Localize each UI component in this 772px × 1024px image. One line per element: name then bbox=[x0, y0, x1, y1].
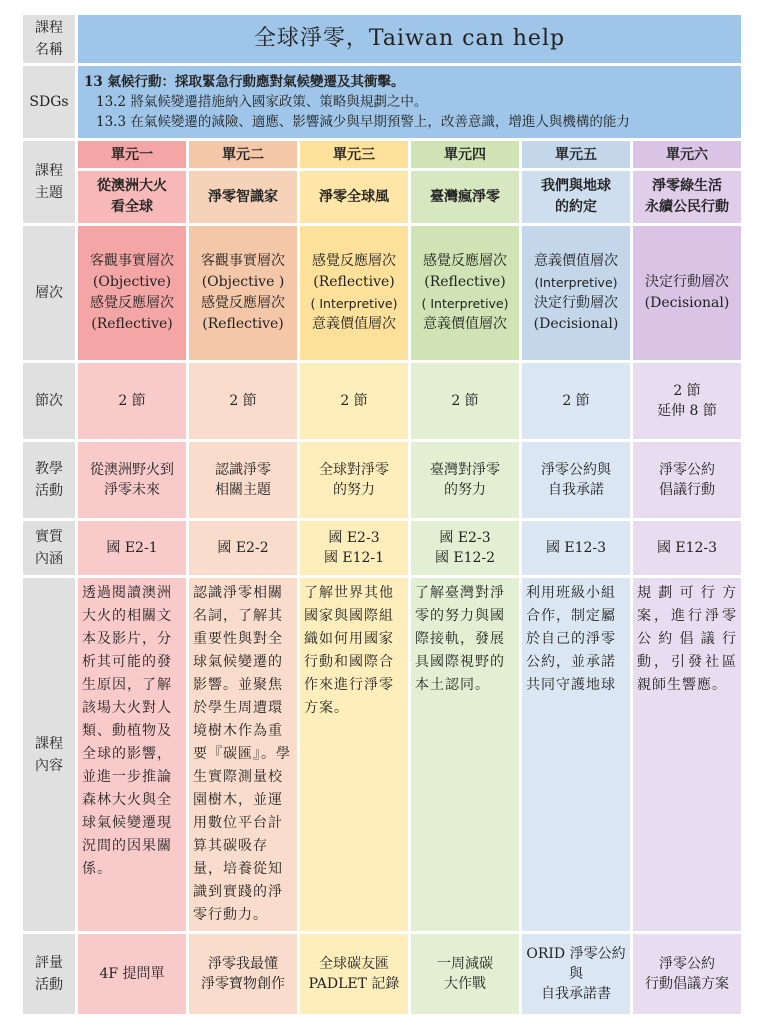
label-content: 課程 內容 bbox=[23, 578, 75, 931]
unit-3-level-line: (Reflective) bbox=[313, 274, 395, 290]
unit-6-activity: 淨零公約 倡議行動 bbox=[633, 442, 741, 518]
unit-3-topic: 淨零全球風 bbox=[300, 171, 408, 223]
label-essence: 實質 內涵 bbox=[23, 521, 75, 575]
unit-6-name: 單元六 bbox=[633, 141, 741, 168]
unit-3-level-line: 感覺反應層次 bbox=[312, 253, 396, 269]
unit-5-essence: 國 E12-3 bbox=[522, 521, 630, 575]
sdg-goal: 13 氣候行動：採取緊急行動應對氣候變遷及其衝擊。 bbox=[84, 74, 405, 90]
unit-2-level-line: 客觀事實層次 bbox=[201, 253, 285, 269]
unit-4-essence: 國 E2-3 國 E12-2 bbox=[411, 521, 519, 575]
unit-2-activity: 認識淨零 相關主題 bbox=[189, 442, 297, 518]
unit-1-level-line: 客觀事實層次 bbox=[90, 253, 174, 269]
unit-6-sessions: 2 節 延伸 8 節 bbox=[633, 363, 741, 439]
unit-4-activity: 臺灣對淨零 的努力 bbox=[411, 442, 519, 518]
unit-6-level-line: 決定行動層次 bbox=[645, 274, 729, 290]
unit-1-content: 透過閱讀澳洲大火的相關文本及影片，分析其可能的發生原因，了解該場大火對人類、動植物及全球的影響，並進一步推論森林大火與全球氣候變遷現況間的因果關係。 bbox=[78, 578, 186, 931]
unit-4-level bbox=[411, 226, 519, 360]
unit-3-level-line: ( Interpretive) bbox=[310, 296, 398, 311]
unit-2-sessions: 2 節 bbox=[189, 363, 297, 439]
unit-3-activity: 全球對淨零 的努力 bbox=[300, 442, 408, 518]
unit-5-sessions: 2 節 bbox=[522, 363, 630, 439]
unit-5-name: 單元五 bbox=[522, 141, 630, 168]
unit-6-content: 規劃可行方案，進行淨零公約倡議行動，引發社區親師生響應。 bbox=[633, 578, 741, 931]
unit-2-level bbox=[189, 226, 297, 360]
unit-5-topic: 我們與地球 的約定 bbox=[522, 171, 630, 223]
unit-5-level-line: (Interpretive) bbox=[534, 275, 618, 290]
unit-1-topic: 從澳洲大火 看全球 bbox=[78, 171, 186, 223]
unit-2-essence: 國 E2-2 bbox=[189, 521, 297, 575]
label-theme: 課程 主題 bbox=[23, 141, 75, 223]
label-assessment: 評量 活動 bbox=[23, 934, 75, 1014]
unit-1-level-line: (Reflective) bbox=[91, 316, 173, 332]
unit-2-level-line: (Reflective) bbox=[202, 316, 284, 332]
label-course-name: 課程 名稱 bbox=[23, 15, 75, 63]
unit-4-level-line: ( Interpretive) bbox=[421, 296, 509, 311]
unit-1-level bbox=[78, 226, 186, 360]
unit-1-sessions: 2 節 bbox=[78, 363, 186, 439]
label-activity: 教學 活動 bbox=[23, 442, 75, 518]
unit-1-level-line: (Objective) bbox=[92, 274, 172, 290]
unit-2-level-line: (Objective ) bbox=[201, 274, 285, 290]
unit-4-sessions: 2 節 bbox=[411, 363, 519, 439]
sdg-target-13-3: 13.3 在氣候變遷的減險、適應、影響減少與早期預警上，改善意識，增進人與機構的能力 bbox=[96, 114, 630, 130]
course-title: 全球淨零，Taiwan can help bbox=[78, 15, 741, 63]
unit-4-level-line: 意義價值層次 bbox=[423, 316, 507, 332]
unit-6-assessment: 淨零公約 行動倡議方案 bbox=[633, 934, 741, 1014]
unit-6-level-line: (Decisional) bbox=[644, 295, 730, 311]
unit-4-name: 單元四 bbox=[411, 141, 519, 168]
unit-6-essence: 國 E12-3 bbox=[633, 521, 741, 575]
unit-3-name: 單元三 bbox=[300, 141, 408, 168]
label-sdgs: SDGs bbox=[23, 66, 75, 138]
unit-2-assessment: 淨零我最懂 淨零寶物創作 bbox=[189, 934, 297, 1014]
curriculum-table bbox=[20, 12, 744, 1017]
unit-5-activity: 淨零公約與 自我承諾 bbox=[522, 442, 630, 518]
unit-1-assessment: 4F 提問單 bbox=[78, 934, 186, 1014]
unit-3-sessions: 2 節 bbox=[300, 363, 408, 439]
unit-2-name: 單元二 bbox=[189, 141, 297, 168]
unit-5-level-line: (Decisional) bbox=[533, 316, 619, 332]
unit-4-level-line: (Reflective) bbox=[424, 274, 506, 290]
unit-4-assessment: 一周減碳 大作戰 bbox=[411, 934, 519, 1014]
sdg-target-13-2: 13.2 將氣候變遷措施納入國家政策、策略與規劃之中。 bbox=[96, 94, 428, 110]
unit-1-essence: 國 E2-1 bbox=[78, 521, 186, 575]
unit-6-level bbox=[633, 226, 741, 360]
unit-4-topic: 臺灣瘋淨零 bbox=[411, 171, 519, 223]
label-level: 層次 bbox=[23, 226, 75, 360]
unit-3-essence: 國 E2-3 國 E12-1 bbox=[300, 521, 408, 575]
unit-2-level-line: 感覺反應層次 bbox=[201, 295, 285, 311]
unit-5-level-line: 意義價值層次 bbox=[534, 253, 618, 269]
unit-2-content: 認識淨零相關名詞，了解其重要性與對全球氣候變遷的影響。並聚焦於學生周遭環境樹木作為重要『碳匯』。學生實際測量校園樹木，並運用數位平台計算其碳吸存量，培養從知識到實踐的淨零行動力。 bbox=[189, 578, 297, 931]
unit-4-content: 了解臺灣對淨零的努力與國際接軌，發展具國際視野的本土認同。 bbox=[411, 578, 519, 931]
unit-3-level-line: 意義價值層次 bbox=[312, 316, 396, 332]
unit-2-topic: 淨零智識家 bbox=[189, 171, 297, 223]
unit-1-activity: 從澳洲野火到 淨零未來 bbox=[78, 442, 186, 518]
unit-4-level-line: 感覺反應層次 bbox=[423, 253, 507, 269]
sdgs-cell bbox=[78, 66, 741, 138]
unit-1-level-line: 感覺反應層次 bbox=[90, 295, 174, 311]
unit-5-level bbox=[522, 226, 630, 360]
unit-3-assessment: 全球碳友匯 PADLET 記錄 bbox=[300, 934, 408, 1014]
unit-3-content: 了解世界其他國家與國際組織如何用國家行動和國際合作來進行淨零方案。 bbox=[300, 578, 408, 931]
unit-1-name: 單元一 bbox=[78, 141, 186, 168]
unit-3-level bbox=[300, 226, 408, 360]
unit-5-assessment: ORID 淨零公約 與 自我承諾書 bbox=[522, 934, 630, 1014]
unit-5-level-line: 決定行動層次 bbox=[534, 295, 618, 311]
unit-6-topic: 淨零綠生活 永續公民行動 bbox=[633, 171, 741, 223]
label-sessions: 節次 bbox=[23, 363, 75, 439]
unit-5-content: 利用班級小組合作，制定屬於自己的淨零公約，並承諾共同守護地球 bbox=[522, 578, 630, 931]
